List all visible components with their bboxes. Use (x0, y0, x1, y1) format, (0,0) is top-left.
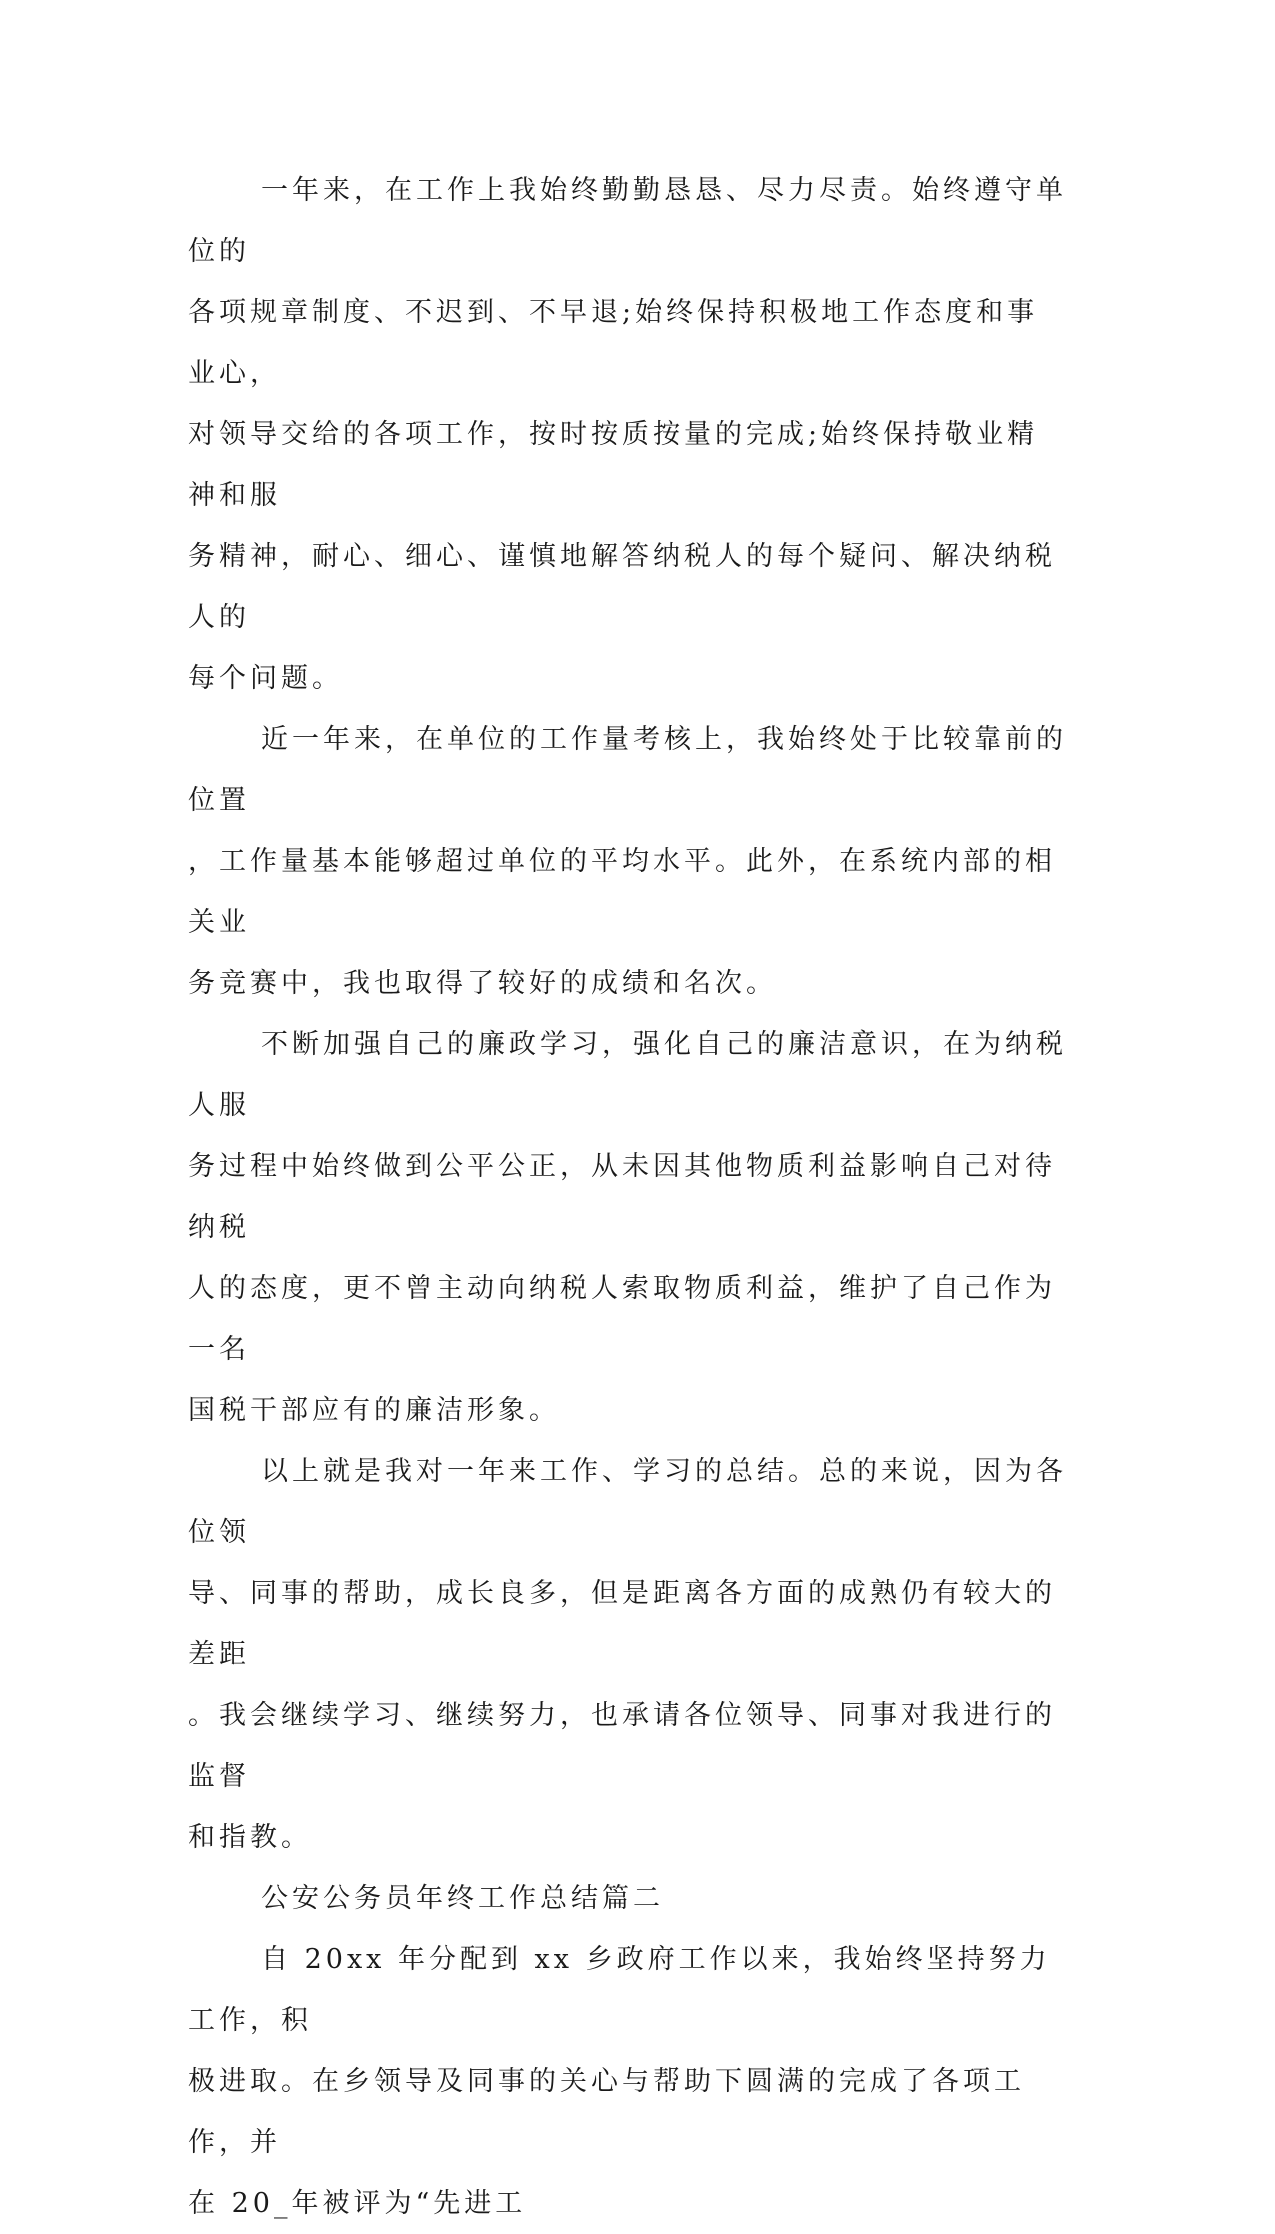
paragraph-section-two-intro: 自 20xx 年分配到 xx 乡政府工作以来，我始终坚持努力工作，积 极进取。在乡领导及同事的关心与帮助下圆满的完成了各项工作，并 在 20_年被评为“先进工 (188, 1944, 1051, 2219)
section-heading: 公安公务员年终工作总结篇二 (261, 1883, 664, 1914)
paragraph-summary: 以上就是我对一年来工作、学习的总结。总的来说，因为各位领 导、同事的帮助，成长良多，但是距离各方面的成熟仍有较大的差距 。我会继续学习、继续努力，也承请各位领导、同事对我进行的监督 和指教。 (188, 1456, 1067, 1853)
paragraph-work-attitude: 一年来，在工作上我始终勤勤恳恳、尽力尽责。始终遵守单位的 各项规章制度、不迟到、不早退;始终保持积极地工作态度和事业心， 对领导交给的各项工作，按时按质按量的完成;始终保持敬业精神和服 务精神，耐心、细心、谨慎地解答纳税人的每个疑问、解决纳税人的 每个问题。 (188, 175, 1067, 694)
paragraph-workload: 近一年来，在单位的工作量考核上，我始终处于比较靠前的位置 ，工作量基本能够超过单位的平均水平。此外，在系统内部的相关业 务竞赛中，我也取得了较好的成绩和名次。 (188, 724, 1067, 999)
paragraph-integrity: 不断加强自己的廉政学习，强化自己的廉洁意识，在为纳税人服 务过程中始终做到公平公正，从未因其他物质利益影响自己对待纳税 人的态度，更不曾主动向纳税人索取物质利益，维护了自己作为一名 国税干部应有的廉洁形象。 (188, 1029, 1067, 1426)
document-body (188, 160, 1068, 2234)
